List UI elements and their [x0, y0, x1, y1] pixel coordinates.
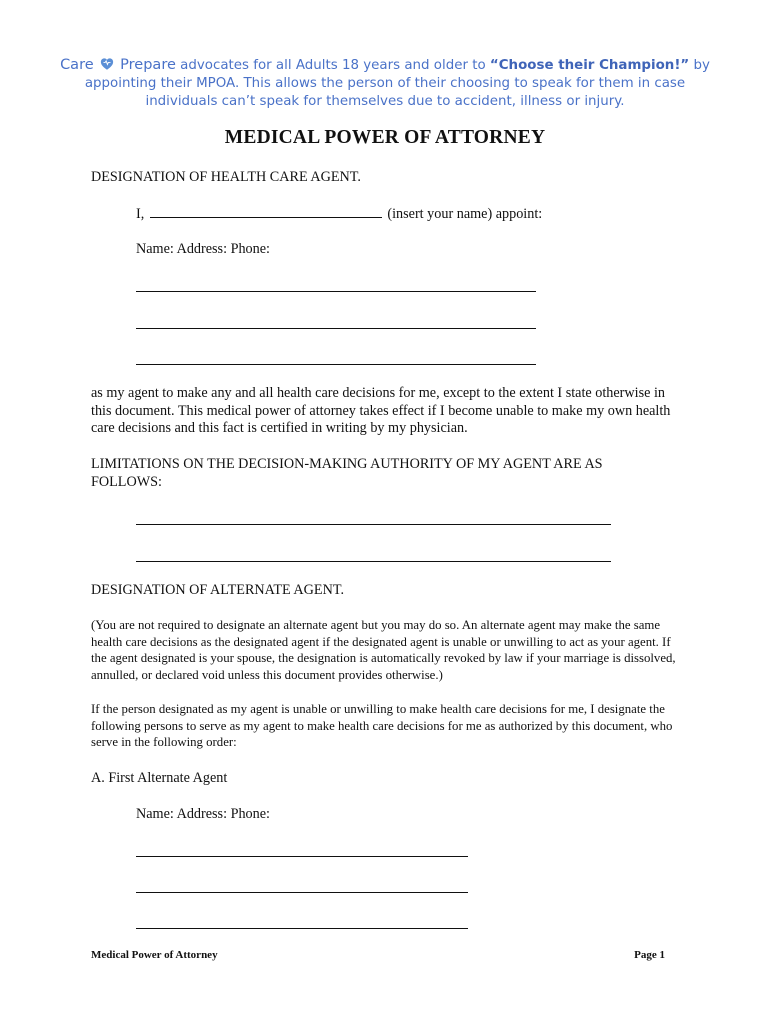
care-prepare-banner	[60, 56, 710, 111]
appoint-prefix: I,	[136, 206, 145, 222]
alternate-statement: If the person designated as my agent is unable or unwilling to make health care decisions for me, I designate the following persons to serve as my agent to make health care decisions for me as authorized by this document, who serve in the following order:	[91, 702, 673, 750]
first-alternate-fields-label: Name: Address: Phone:	[136, 806, 270, 822]
agent-statement: as my agent to make any and all health care decisions for me, except to the extent I state otherwise in this document. This medical power of attorney takes effect if I become unable to make my own health care decisions and this fact is certified in writing by my physician.	[91, 385, 671, 437]
footer-page-number: Page 1	[634, 949, 665, 961]
page-title: MEDICAL POWER OF ATTORNEY	[224, 127, 546, 148]
limitations-blank-line[interactable]	[136, 524, 611, 525]
footer-document-title: Medical Power of Attorney	[91, 949, 218, 961]
banner-text-1: advocates for all Adults 18 years and older to	[175, 58, 490, 73]
first-alternate-blank-line[interactable]	[136, 892, 468, 893]
agent-blank-line[interactable]	[136, 364, 536, 365]
agent-fields-label: Name: Address: Phone:	[136, 241, 270, 257]
agent-blank-line[interactable]	[136, 291, 536, 292]
alternate-heading: DESIGNATION OF ALTERNATE AGENT.	[91, 582, 344, 598]
appoint-line	[136, 204, 542, 223]
first-alternate-heading: A. First Alternate Agent	[91, 770, 228, 786]
brand-care: Care	[60, 57, 94, 73]
agent-blank-line[interactable]	[136, 328, 536, 329]
limitations-blank-line[interactable]	[136, 561, 611, 562]
appoint-suffix: (insert your name) appoint:	[387, 206, 543, 222]
first-alternate-blank-line[interactable]	[136, 928, 468, 929]
first-alternate-blank-line[interactable]	[136, 856, 468, 857]
heart-logo-icon	[100, 57, 114, 71]
banner-emphasis: “Choose their Champion!”	[489, 58, 690, 73]
your-name-blank[interactable]	[150, 204, 382, 218]
limitations-heading: LIMITATIONS ON THE DECISION-MAKING AUTHORITY OF MY AGENT ARE AS FOLLOWS:	[91, 456, 603, 490]
alternate-note: (You are not required to designate an alternate agent but you may do so. An alternate agent may make the same health care decisions as the designated agent if the designated agent is unable or unwilling to act as your agent. If the agent designated is your spouse, the designation is automatically revoked by law if your marriage is dissolved, annulled, or declared void unless this document provides otherwise.)	[91, 618, 676, 682]
banner-text-2: by appointing their MPOA. This allows the person of their choosing to speak for them in case individuals can’t speak for themselves due to accident, illness or injury.	[84, 58, 710, 109]
brand-prepare: Prepare	[120, 57, 176, 73]
designation-heading: DESIGNATION OF HEALTH CARE AGENT.	[91, 169, 361, 185]
